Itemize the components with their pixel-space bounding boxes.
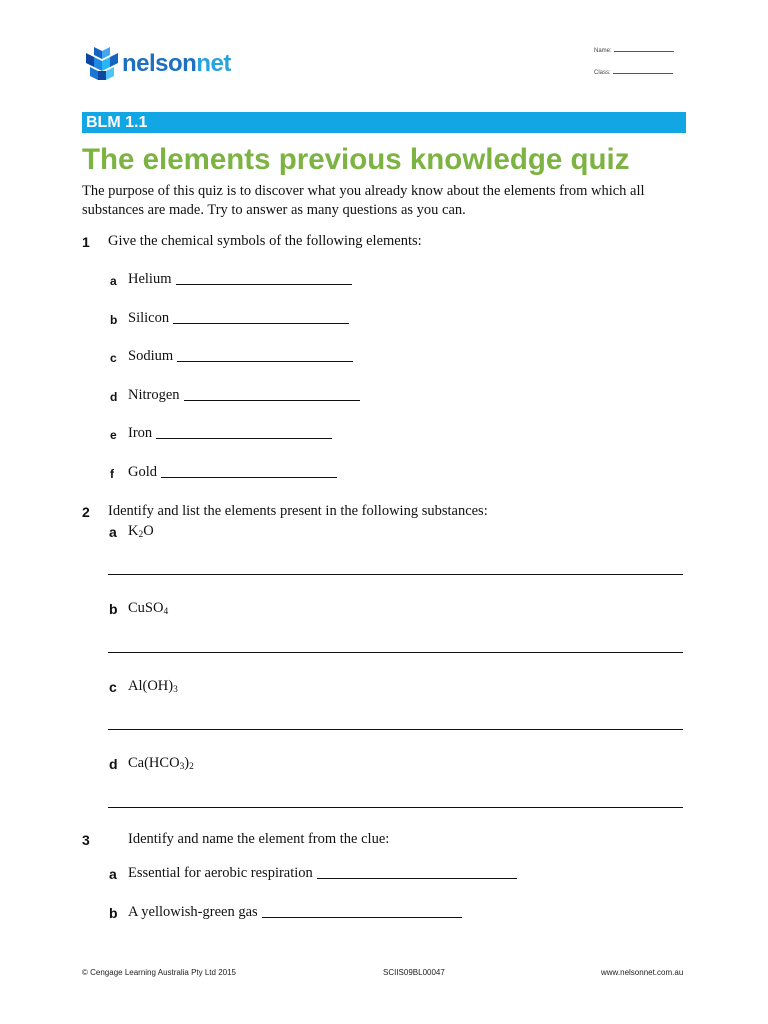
page-title: The elements previous knowledge quiz bbox=[82, 143, 630, 176]
q1c-label: Sodium bbox=[128, 348, 174, 364]
q2-text: Identify and list the elements present in the following substances: bbox=[108, 503, 488, 519]
q1a-answer-line[interactable] bbox=[176, 283, 352, 285]
q3-text: Identify and name the element from the clue: bbox=[128, 831, 390, 847]
blm-label: BLM 1.1 bbox=[86, 114, 148, 131]
q3a-answer-line[interactable] bbox=[317, 877, 517, 879]
class-label: Class: bbox=[594, 70, 611, 76]
cube-logo-icon bbox=[84, 45, 120, 83]
name-label: Name: bbox=[594, 48, 612, 54]
q3-number: 3 bbox=[82, 832, 90, 848]
intro-paragraph: The purpose of this quiz is to discover what you already know about the elements from which all substances are made. Try to answer as many questions as you can. bbox=[82, 183, 645, 218]
q1f-letter: f bbox=[110, 467, 114, 481]
nelsonnet-logo bbox=[84, 44, 231, 84]
q2b-answer-line[interactable] bbox=[108, 652, 683, 653]
q2a-letter: a bbox=[109, 524, 117, 540]
q1-number: 1 bbox=[82, 234, 90, 250]
q1b-letter: b bbox=[110, 313, 118, 327]
q1d-item[interactable] bbox=[128, 387, 360, 404]
logo-text-nelson: nelson bbox=[122, 50, 197, 77]
q2a-answer-line[interactable] bbox=[108, 574, 683, 575]
class-field[interactable] bbox=[594, 70, 673, 76]
name-field[interactable] bbox=[594, 48, 674, 54]
q1e-letter: e bbox=[110, 428, 117, 442]
q3a-item[interactable] bbox=[128, 865, 517, 882]
q2b-letter: b bbox=[109, 601, 118, 617]
footer-copyright: © Cengage Learning Australia Pty Ltd 2015 bbox=[82, 968, 236, 977]
q1c-answer-line[interactable] bbox=[177, 360, 353, 362]
q2c-formula: $Al(OH)_3$ bbox=[128, 678, 178, 696]
q1e-item[interactable] bbox=[128, 425, 332, 442]
q2c-answer-line[interactable] bbox=[108, 729, 683, 730]
q3a-label: Essential for aerobic respiration bbox=[128, 865, 313, 881]
q1f-label: Gold bbox=[128, 464, 157, 480]
q1-text: Give the chemical symbols of the following elements: bbox=[108, 233, 422, 249]
q2b-formula: CuSO$_4$ bbox=[128, 600, 169, 618]
q3b-letter: b bbox=[109, 905, 118, 921]
q1f-answer-line[interactable] bbox=[161, 476, 337, 478]
q2d-formula: $Ca(HCO_3)_2$ bbox=[128, 755, 194, 773]
q1b-item[interactable] bbox=[128, 310, 349, 327]
q2a-formula: $K_2O$ bbox=[128, 523, 154, 541]
q3b-label: A yellowish-green gas bbox=[128, 904, 258, 920]
q1d-label: Nitrogen bbox=[128, 387, 180, 403]
q2d-answer-line[interactable] bbox=[108, 807, 683, 808]
q2c-letter: c bbox=[109, 679, 117, 695]
q1a-letter: a bbox=[110, 274, 117, 288]
blm-banner bbox=[82, 112, 686, 133]
q1e-answer-line[interactable] bbox=[156, 437, 332, 439]
q1a-label: Helium bbox=[128, 271, 172, 287]
q3a-letter: a bbox=[109, 866, 117, 882]
footer-url[interactable]: www.nelsonnet.com.au bbox=[601, 968, 684, 977]
q1a-item[interactable] bbox=[128, 271, 352, 288]
q1c-item[interactable] bbox=[128, 348, 353, 365]
q1e-label: Iron bbox=[128, 425, 153, 441]
q1f-item[interactable] bbox=[128, 464, 337, 481]
footer-code: SCIIS09BL00047 bbox=[383, 968, 445, 977]
q2d-letter: d bbox=[109, 756, 118, 772]
q1b-answer-line[interactable] bbox=[173, 322, 349, 324]
q2-number: 2 bbox=[82, 504, 90, 520]
q1d-letter: d bbox=[110, 390, 118, 404]
q1b-label: Silicon bbox=[128, 310, 170, 326]
q3b-item[interactable] bbox=[128, 904, 462, 921]
logo-text-net: net bbox=[196, 50, 231, 77]
q1d-answer-line[interactable] bbox=[184, 399, 360, 401]
q1c-letter: c bbox=[110, 351, 117, 365]
q3b-answer-line[interactable] bbox=[262, 916, 462, 918]
